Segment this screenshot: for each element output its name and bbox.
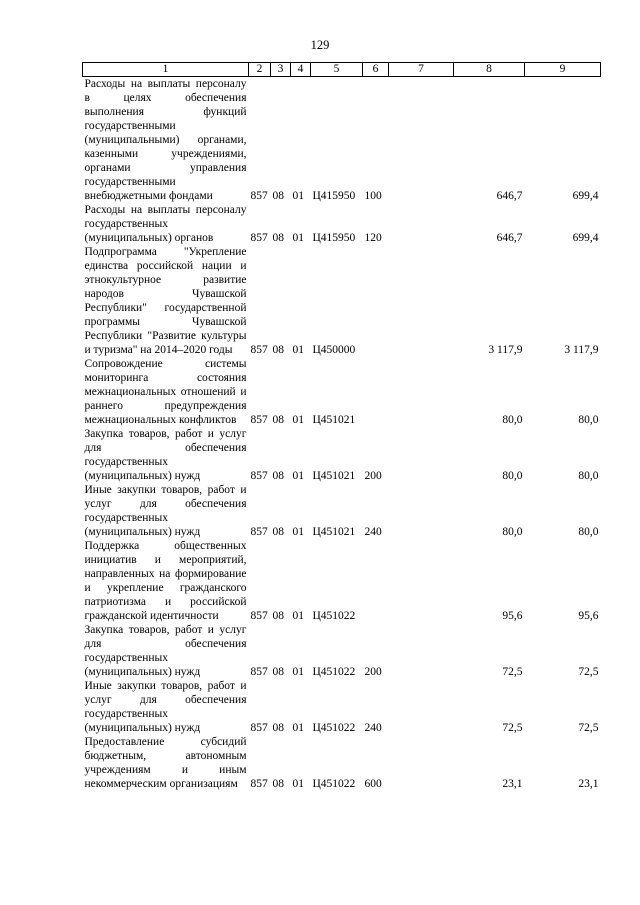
column-7-value (389, 735, 454, 791)
header-cell-5: 5 (311, 63, 363, 77)
table-row (83, 539, 601, 623)
header-cell-4: 4 (291, 63, 311, 77)
expense-name: Подпрограмма "Укрепление единства российской нации и этнокультурное развитие народов Чувашской Республики" государственной программы Чувашской Республики "Развитие культуры и туризма" на 2014–2020 годы (84, 246, 247, 356)
amount-year-1: 80,0 (502, 470, 523, 482)
header-cell-3: 3 (271, 63, 291, 77)
ministry-code: 857 (250, 610, 268, 622)
expense-name: Расходы на выплаты персоналу государственных (муниципальных) органов (84, 204, 247, 244)
expense-type-code: 240 (364, 722, 382, 734)
subsection-code: 01 (292, 232, 304, 244)
table-row (83, 203, 601, 245)
header-cell-6: 6 (363, 63, 389, 77)
ministry-code: 857 (250, 778, 268, 790)
expense-type-code: 100 (364, 190, 382, 202)
amount-year-2: 699,4 (572, 232, 599, 244)
ministry-code: 857 (250, 232, 268, 244)
expense-name: Поддержка общественных инициатив и мероприятий, направленных на формирование и укрепление гражданского патриотизма и российской гражданской идентичности (84, 540, 247, 622)
table-row (83, 483, 601, 539)
target-article-code: Ц451022 (312, 722, 356, 734)
section-code: 08 (272, 666, 284, 678)
amount-year-1: 72,5 (502, 666, 523, 678)
ministry-code: 857 (250, 666, 268, 678)
amount-year-1: 95,6 (502, 610, 523, 622)
amount-year-2: 72,5 (578, 666, 599, 678)
target-article-code: Ц451022 (312, 610, 356, 622)
column-7-value (389, 623, 454, 679)
target-article-code: Ц415950 (312, 190, 356, 202)
expense-name: Закупка товаров, работ и услуг для обеспечения государственных (муниципальных) нужд (84, 624, 247, 678)
budget-table (82, 62, 601, 791)
target-article-code: Ц451022 (312, 778, 356, 790)
column-7-value (389, 357, 454, 427)
amount-year-2: 95,6 (578, 610, 599, 622)
column-7-value (389, 679, 454, 735)
expense-name: Иные закупки товаров, работ и услуг для обеспечения государственных (муниципальных) нужд (84, 484, 247, 538)
target-article-code: Ц451021 (312, 470, 356, 482)
amount-year-2: 23,1 (578, 778, 599, 790)
ministry-code: 857 (250, 470, 268, 482)
expense-name: Иные закупки товаров, работ и услуг для обеспечения государственных (муниципальных) нужд (84, 680, 247, 734)
ministry-code: 857 (250, 722, 268, 734)
expense-type-code: 120 (364, 232, 382, 244)
table-row (83, 735, 601, 791)
amount-year-1: 80,0 (502, 526, 523, 538)
amount-year-2: 80,0 (578, 470, 599, 482)
table-body (83, 77, 601, 792)
column-7-value (389, 483, 454, 539)
expense-type-code (363, 245, 389, 357)
section-code: 08 (272, 344, 284, 356)
amount-year-2: 3 117,9 (564, 344, 599, 356)
table-header-row (83, 63, 601, 77)
amount-year-2: 699,4 (572, 190, 599, 202)
section-code: 08 (272, 190, 284, 202)
subsection-code: 01 (292, 722, 304, 734)
amount-year-2: 72,5 (578, 722, 599, 734)
header-cell-2: 2 (249, 63, 271, 77)
expense-type-code (363, 357, 389, 427)
ministry-code: 857 (250, 526, 268, 538)
amount-year-1: 646,7 (496, 190, 523, 202)
section-code: 08 (272, 232, 284, 244)
header-cell-1: 1 (83, 63, 249, 77)
column-7-value (389, 77, 454, 204)
target-article-code: Ц415950 (312, 232, 356, 244)
subsection-code: 01 (292, 778, 304, 790)
column-7-value (389, 245, 454, 357)
amount-year-1: 23,1 (502, 778, 523, 790)
amount-year-1: 3 117,9 (488, 344, 523, 356)
table-row (83, 245, 601, 357)
section-code: 08 (272, 610, 284, 622)
subsection-code: 01 (292, 414, 304, 426)
expense-name: Сопровождение системы мониторинга состояния межнациональных отношений и раннего предупреждения межнациональных конфликтов (84, 358, 247, 426)
section-code: 08 (272, 414, 284, 426)
expense-name: Закупка товаров, работ и услуг для обеспечения государственных (муниципальных) нужд (84, 428, 247, 482)
expense-type-code: 200 (364, 470, 382, 482)
ministry-code: 857 (250, 344, 268, 356)
amount-year-1: 80,0 (502, 414, 523, 426)
ministry-code: 857 (250, 190, 268, 202)
expense-name: Расходы на выплаты персоналу в целях обеспечения выполнения функций государственными (муниципальными) органами, казенными учреждениями, органами управления государственными внебюджетными фондами (84, 78, 247, 202)
target-article-code: Ц451022 (312, 666, 356, 678)
amount-year-2: 80,0 (578, 414, 599, 426)
expense-type-code: 200 (364, 666, 382, 678)
expense-type-code (363, 539, 389, 623)
amount-year-1: 646,7 (496, 232, 523, 244)
subsection-code: 01 (292, 610, 304, 622)
header-cell-8: 8 (454, 63, 525, 77)
column-7-value (389, 203, 454, 245)
amount-year-1: 72,5 (502, 722, 523, 734)
ministry-code: 857 (250, 414, 268, 426)
expense-type-code: 240 (364, 526, 382, 538)
column-7-value (389, 539, 454, 623)
header-cell-7: 7 (389, 63, 454, 77)
section-code: 08 (272, 470, 284, 482)
target-article-code: Ц450000 (312, 344, 356, 356)
target-article-code: Ц451021 (312, 414, 356, 426)
table-row (83, 623, 601, 679)
expense-name: Предоставление субсидий бюджетным, автономным учреждениям и иным некоммерческим организациям (84, 736, 247, 790)
subsection-code: 01 (292, 344, 304, 356)
table-row (83, 77, 601, 204)
subsection-code: 01 (292, 526, 304, 538)
target-article-code: Ц451021 (312, 526, 356, 538)
header-cell-9: 9 (525, 63, 601, 77)
subsection-code: 01 (292, 470, 304, 482)
expense-type-code: 600 (364, 778, 382, 790)
table-row (83, 427, 601, 483)
subsection-code: 01 (292, 666, 304, 678)
table-row (83, 679, 601, 735)
column-7-value (389, 427, 454, 483)
amount-year-2: 80,0 (578, 526, 599, 538)
table-row (83, 357, 601, 427)
subsection-code: 01 (292, 190, 304, 202)
page-number: 129 (310, 38, 330, 52)
section-code: 08 (272, 526, 284, 538)
section-code: 08 (272, 778, 284, 790)
section-code: 08 (272, 722, 284, 734)
